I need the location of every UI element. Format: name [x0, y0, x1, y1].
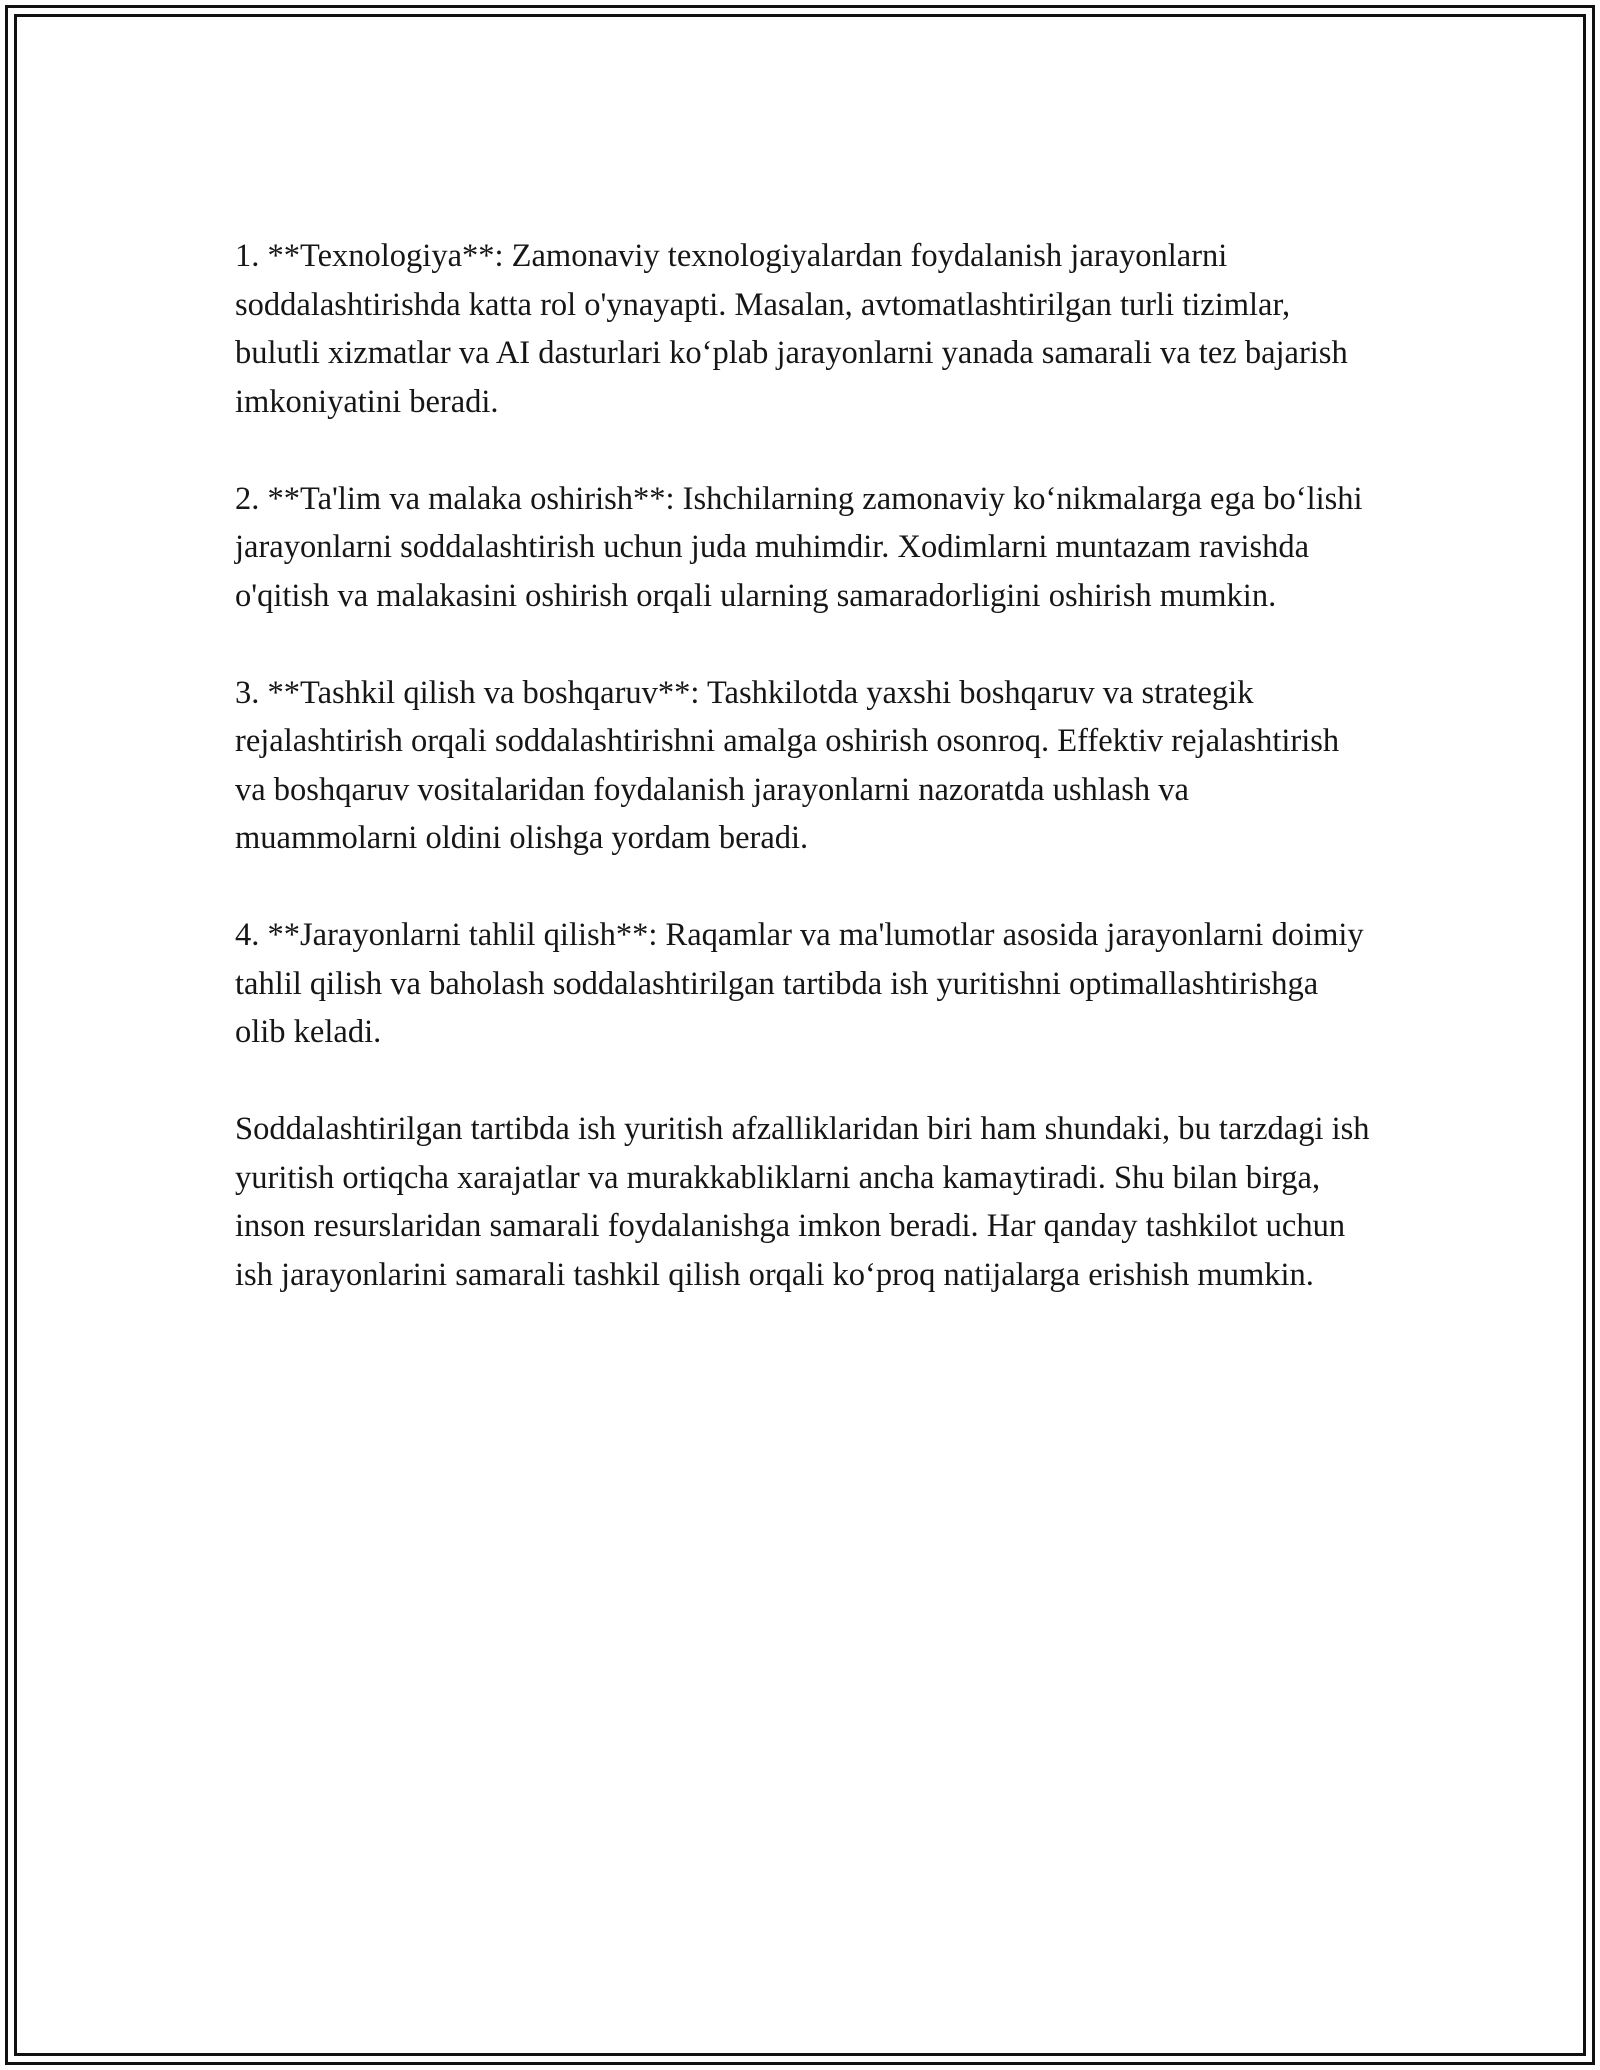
paragraph-education: 2. **Ta'lim va malaka oshirish**: Ishchilarning zamonaviy ko‘nikmalarga ega bo‘lishi jarayonlarni soddalashtirish uchun juda muhimdir. Xodimlarni muntazam ravishda o'qitish va malakasini oshirish orqali ularning samaradorligini oshirish mumkin. — [235, 480, 1363, 614]
paragraph-technology: 1. **Texnologiya**: Zamonaviy texnologiyalardan foydalanish jarayonlarni soddalashtirishda katta rol o'ynayapti. Masalan, avtomatlashtirilgan turli tizimlar, bulutli xizmatlar va AI dasturlari ko‘plab jarayonlarni yanada samarali va tez bajarish imkoniyatini beradi. — [235, 238, 1348, 420]
paragraph-management: 3. **Tashkil qilish va boshqaruv**: Tashkilotda yaxshi boshqaruv va strategik rejalashtirish orqali soddalashtirishni amalga oshirish osonroq. Effektiv rejalashtirish va boshqaruv vositalaridan foydalanish jarayonlarni nazoratda ushlash va muammolarni oldini olishga yordam beradi. — [235, 674, 1340, 856]
document-body — [235, 232, 1375, 1348]
paragraph-conclusion: Soddalashtirilgan tartibda ish yuritish afzalliklaridan biri ham shundaki, bu tarzdagi ish yuritish ortiqcha xarajatlar va murakkabliklarni ancha kamaytiradi. Shu bilan birga, inson resurslaridan samarali foydalanishga imkon beradi. Har qanday tashkilot uchun ish jarayonlarini samarali tashkil qilish orqali ko‘proq natijalarga erishish mumkin. — [235, 1111, 1370, 1293]
paragraph-process-analysis: 4. **Jarayonlarni tahlil qilish**: Raqamlar va ma'lumotlar asosida jarayonlarni doimiy tahlil qilish va baholash soddalashtirilgan tartibda ish yuritishni optimallashtirishga olib keladi. — [235, 917, 1364, 1050]
